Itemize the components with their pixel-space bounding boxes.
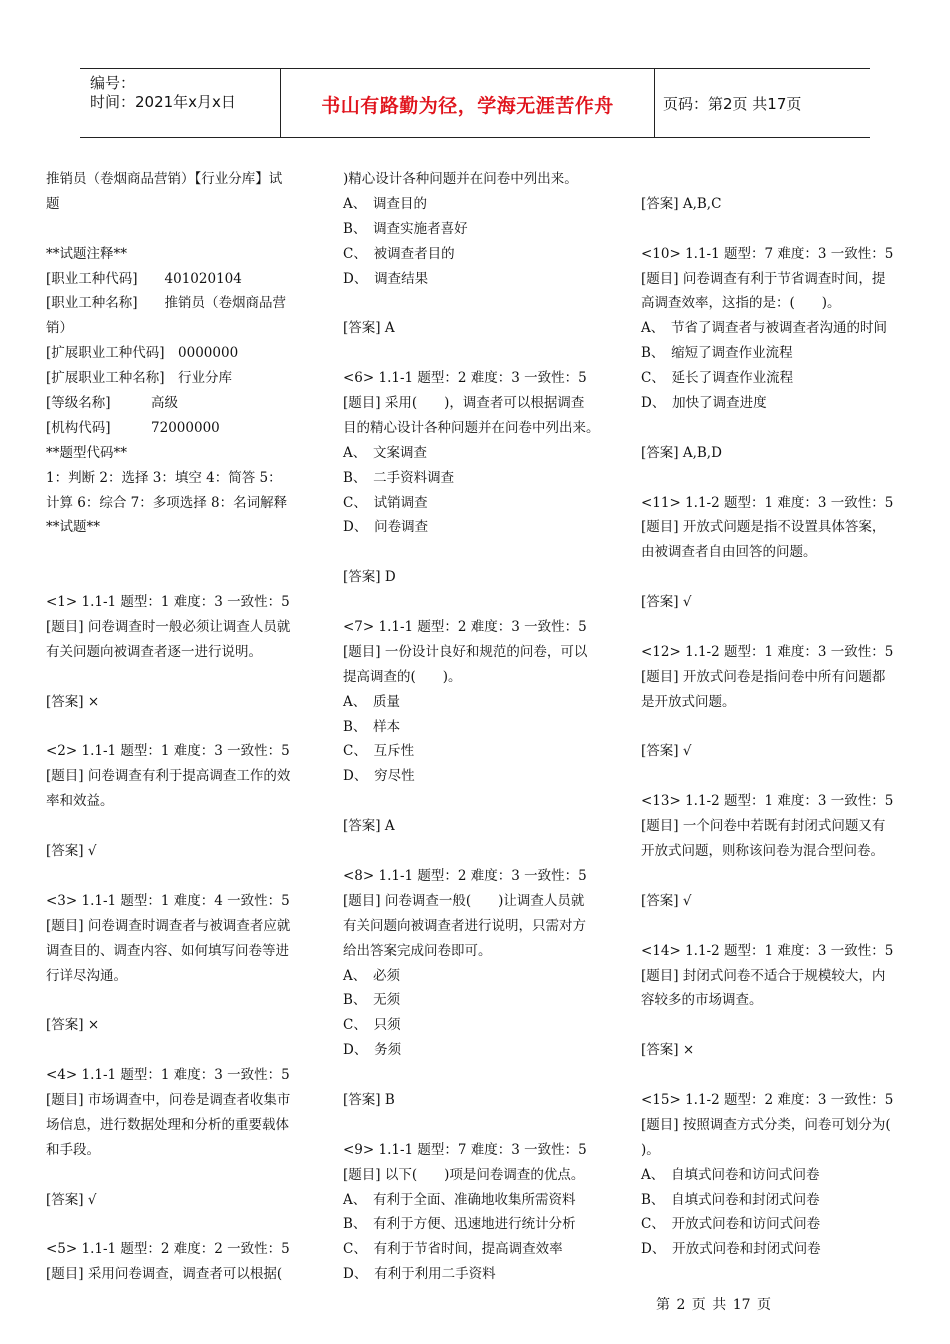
text-line: D、 开放式问卷和封闭式问卷 bbox=[641, 1241, 821, 1258]
text-line: [题目] 市场调查中，问卷是调查者收集市 bbox=[46, 1091, 291, 1108]
text-line: [题目] 问卷调查有利于提高调查工作的效 bbox=[46, 768, 291, 785]
text-line bbox=[343, 1063, 613, 1088]
text-line: C、 开放式问卷和访问式问卷 bbox=[641, 1216, 821, 1233]
text-line: C、 有利于节省时间，提高调查效率 bbox=[343, 1241, 563, 1258]
text-line: A、 质量 bbox=[343, 693, 400, 710]
document-date: 时间：2021年x月x日 bbox=[90, 93, 236, 111]
text-line: 调查目的、调查内容、如何填写问卷等进 bbox=[46, 942, 289, 959]
text-line: 容较多的市场调查。 bbox=[641, 992, 763, 1009]
text-line bbox=[641, 715, 911, 740]
text-line: 给出答案完成问卷即可。 bbox=[343, 942, 492, 959]
text-line: <1> 1.1-1 题型：1 难度：3 一致性：5 bbox=[46, 594, 290, 611]
text-line: [题目] 开放式问卷是指问卷中所有问题都 bbox=[641, 668, 886, 685]
text-line: 和手段。 bbox=[46, 1141, 100, 1158]
text-line: <11> 1.1-2 题型：1 难度：3 一致性：5 bbox=[641, 494, 894, 511]
text-line: [答案] B bbox=[343, 1091, 395, 1108]
text-line: [题目] 问卷调查一般( )让调查人员就 bbox=[343, 892, 585, 909]
text-line: B、 有利于方便、迅速地进行统计分析 bbox=[343, 1216, 576, 1233]
text-line: [题目] 开放式问题是指不设置具体答案， bbox=[641, 519, 886, 536]
text-line: [职业工种代码] 401020104 bbox=[46, 270, 242, 287]
text-line: )。 bbox=[641, 1141, 660, 1158]
text-line bbox=[343, 1113, 613, 1138]
text-line: B、 调查实施者喜好 bbox=[343, 220, 468, 237]
text-line bbox=[343, 789, 613, 814]
text-line: <9> 1.1-1 题型：7 难度：3 一致性：5 bbox=[343, 1141, 587, 1158]
text-line: [题目] 问卷调查时调查者与被调查者应就 bbox=[46, 917, 291, 934]
text-line: 率和效益。 bbox=[46, 793, 114, 810]
text-line: **试题注释** bbox=[46, 245, 127, 262]
text-line: [扩展职业工种名称] 行业分库 bbox=[46, 370, 233, 387]
text-line: 有关问题向被调查者进行说明，只需对方 bbox=[343, 917, 586, 934]
text-line: 提高调查的( )。 bbox=[343, 668, 462, 685]
text-line: 有关问题向被调查者逐一进行说明。 bbox=[46, 643, 262, 660]
text-line: 计算 6：综合 7：多项选择 8：名词解释 bbox=[46, 494, 288, 511]
text-line: 场信息，进行数据处理和分析的重要载体 bbox=[46, 1116, 289, 1133]
text-line: [答案] A bbox=[343, 818, 395, 835]
text-line: [答案] √ bbox=[641, 892, 692, 909]
text-line: [题目] 一个问卷中若既有封闭式问题又有 bbox=[641, 818, 886, 835]
text-line bbox=[641, 416, 911, 441]
text-line: B、 样本 bbox=[343, 718, 401, 735]
text-line bbox=[46, 217, 312, 242]
text-line: [答案] √ bbox=[641, 743, 692, 760]
text-line: [答案] × bbox=[46, 1017, 100, 1034]
text-line: <4> 1.1-1 题型：1 难度：3 一致性：5 bbox=[46, 1067, 290, 1084]
text-line: <8> 1.1-1 题型：2 难度：3 一致性：5 bbox=[343, 867, 587, 884]
text-line: <2> 1.1-1 题型：1 难度：3 一致性：5 bbox=[46, 743, 290, 760]
text-line: A、 有利于全面、准确地收集所需资料 bbox=[343, 1191, 576, 1208]
text-line: [题目] 采用问卷调查，调查者可以根据( bbox=[46, 1266, 283, 1283]
text-line bbox=[46, 540, 312, 565]
text-line: D、 有利于利用二手资料 bbox=[343, 1266, 496, 1283]
text-line bbox=[46, 665, 312, 690]
text-line: 销） bbox=[46, 320, 73, 337]
text-line: <10> 1.1-1 题型：7 难度：3 一致性：5 bbox=[641, 245, 894, 262]
text-line: 开放式问题，则称该问卷为混合型问卷。 bbox=[641, 843, 884, 860]
text-line: 目的精心设计各种问题并在问卷中列出来。 bbox=[343, 419, 600, 436]
text-line: [答案] A,B,D bbox=[641, 444, 722, 461]
text-line bbox=[641, 1063, 911, 1088]
header-motto-cell bbox=[281, 69, 655, 137]
text-column-3 bbox=[641, 167, 911, 1262]
text-line: [题目] 按照调查方式分类，问卷可划分为( bbox=[641, 1116, 891, 1133]
text-line: [答案] √ bbox=[46, 843, 97, 860]
text-line: B、 无须 bbox=[343, 992, 401, 1009]
document-number-label: 编号： bbox=[90, 74, 136, 92]
text-line: A、 调查目的 bbox=[343, 195, 427, 212]
text-line: <12> 1.1-2 题型：1 难度：3 一致性：5 bbox=[641, 643, 894, 660]
text-line: <5> 1.1-1 题型：2 难度：2 一致性：5 bbox=[46, 1241, 290, 1258]
text-line: [答案] √ bbox=[46, 1191, 97, 1208]
text-line bbox=[641, 615, 911, 640]
text-line: [题目] 封闭式问卷不适合于规模较大，内 bbox=[641, 967, 886, 984]
text-line: <3> 1.1-1 题型：1 难度：4 一致性：5 bbox=[46, 892, 290, 909]
text-line: D、 加快了调查进度 bbox=[641, 395, 767, 412]
text-line bbox=[46, 565, 312, 590]
text-line: [答案] A,B,C bbox=[641, 195, 722, 212]
text-line bbox=[641, 565, 911, 590]
text-line: [题目] 问卷调查时一般必须让调查人员就 bbox=[46, 619, 291, 636]
page-footer: 第 2 页 共 17 页 bbox=[656, 1297, 771, 1313]
text-line: <14> 1.1-2 题型：1 难度：3 一致性：5 bbox=[641, 942, 894, 959]
text-line: 题 bbox=[46, 195, 60, 212]
header-page-info: 页码：第2页 共17页 bbox=[663, 95, 802, 113]
text-line: A、 自填式问卷和访问式问卷 bbox=[641, 1166, 820, 1183]
text-line: [题目] 问卷调查有利于节省调查时间，提 bbox=[641, 270, 886, 287]
text-line bbox=[343, 291, 613, 316]
text-line: [答案] A bbox=[343, 320, 395, 337]
text-line: D、 问卷调查 bbox=[343, 519, 429, 536]
text-line: B、 二手资料调查 bbox=[343, 469, 455, 486]
text-line: [职业工种名称] 推销员（卷烟商品营 bbox=[46, 295, 287, 312]
text-line: D、 务须 bbox=[343, 1042, 402, 1059]
text-line: A、 节省了调查者与被调查者沟通的时间 bbox=[641, 320, 887, 337]
text-line: [题目] 以下( )项是问卷调查的优点。 bbox=[343, 1166, 585, 1183]
header-page-cell bbox=[655, 69, 870, 137]
text-line: [机构代码] 72000000 bbox=[46, 419, 220, 436]
text-line bbox=[46, 988, 312, 1013]
text-line bbox=[343, 341, 613, 366]
text-line bbox=[343, 590, 613, 615]
text-line bbox=[46, 814, 312, 839]
text-line bbox=[641, 764, 911, 789]
text-line bbox=[641, 864, 911, 889]
text-line: [答案] √ bbox=[641, 594, 692, 611]
text-line: C、 试销调查 bbox=[343, 494, 428, 511]
text-column-2 bbox=[343, 167, 613, 1287]
text-line: D、 调查结果 bbox=[343, 270, 429, 287]
text-line: A、 文案调查 bbox=[343, 444, 427, 461]
text-line bbox=[641, 914, 911, 939]
page-header bbox=[80, 68, 870, 138]
text-line bbox=[343, 839, 613, 864]
text-line: C、 被调查者目的 bbox=[343, 245, 455, 262]
text-column-1 bbox=[46, 167, 312, 1287]
text-line bbox=[46, 715, 312, 740]
text-line: [等级名称] 高级 bbox=[46, 395, 179, 412]
text-line: <7> 1.1-1 题型：2 难度：3 一致性：5 bbox=[343, 619, 587, 636]
header-meta-cell bbox=[80, 69, 281, 137]
text-line: 由被调查者自由回答的问题。 bbox=[641, 544, 817, 561]
text-line: [答案] D bbox=[343, 569, 396, 586]
text-line: [题目] 一份设计良好和规范的问卷，可以 bbox=[343, 643, 588, 660]
text-line: B、 自填式问卷和封闭式问卷 bbox=[641, 1191, 820, 1208]
text-line bbox=[46, 1038, 312, 1063]
text-line bbox=[46, 864, 312, 889]
text-line bbox=[641, 466, 911, 491]
text-line: <15> 1.1-2 题型：2 难度：3 一致性：5 bbox=[641, 1091, 894, 1108]
text-line bbox=[343, 540, 613, 565]
text-line: [答案] × bbox=[46, 693, 100, 710]
text-line bbox=[46, 1163, 312, 1188]
text-line: <6> 1.1-1 题型：2 难度：3 一致性：5 bbox=[343, 370, 587, 387]
text-line: [题目] 采用( )，调查者可以根据调查 bbox=[343, 395, 585, 412]
text-line: C、 只须 bbox=[343, 1017, 401, 1034]
text-line: D、 穷尽性 bbox=[343, 768, 415, 785]
text-line bbox=[641, 217, 911, 242]
text-line: 高调查效率，这指的是：( )。 bbox=[641, 295, 841, 312]
text-line bbox=[641, 167, 911, 192]
text-line: 行详尽沟通。 bbox=[46, 967, 127, 984]
text-line: <13> 1.1-2 题型：1 难度：3 一致性：5 bbox=[641, 793, 894, 810]
text-line: 推销员（卷烟商品营销）【行业分库】试 bbox=[46, 171, 283, 187]
text-line: C、 互斥性 bbox=[343, 743, 415, 760]
text-line: B、 缩短了调查作业流程 bbox=[641, 345, 793, 362]
text-line: **试题** bbox=[46, 519, 100, 536]
text-line: [扩展职业工种代码] 0000000 bbox=[46, 345, 239, 362]
motto-text: 书山有路勤为径，学海无涯苦作舟 bbox=[321, 95, 614, 117]
text-line: 1：判断 2：选择 3：填空 4：简答 5： bbox=[46, 469, 282, 486]
text-line bbox=[46, 1212, 312, 1237]
text-line: **题型代码** bbox=[46, 444, 127, 461]
text-line: C、 延长了调查作业流程 bbox=[641, 370, 794, 387]
text-line: 是开放式问题。 bbox=[641, 693, 736, 710]
text-line bbox=[641, 1013, 911, 1038]
text-line: A、 必须 bbox=[343, 967, 400, 984]
text-line: [答案] × bbox=[641, 1042, 695, 1059]
text-line: )精心设计各种问题并在问卷中列出来。 bbox=[343, 171, 578, 187]
